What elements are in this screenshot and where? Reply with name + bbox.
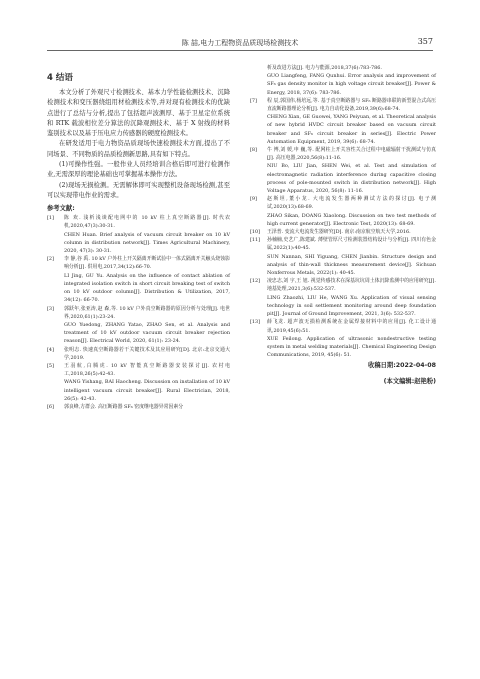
reference-item (47, 346, 230, 362)
reference-number: [3] (47, 305, 54, 312)
reference-number: [11] (250, 237, 261, 244)
reference-number: [1] (47, 215, 54, 222)
reference-item (250, 97, 436, 146)
reference-en: SUN Nannan, SHI Yiguang, CHEN Jianbin. Structure design and analysis of thin-wall thickness measurement device[J]. Sichuan Nonferrous Metals, 2022(1): 40-45. (267, 253, 436, 277)
paragraph: 在研发适用于电力物资品质现场快速检测技术方面,提出了不同场景、不同物质的品质检测新思路,具有如下特点。 (47, 140, 230, 158)
received-date: 收稿日期:2022-04-08 (368, 362, 436, 370)
reference-cn: 张明志. 快速真空断路器若干关键技术及其应用研究[D]. 北京:北京交通大学,2019. (64, 346, 230, 361)
reference-cn: 郭良峰,方群会. 高压断路器 SF₆ 密度继电器异常因素分 (64, 403, 184, 410)
reference-number: [10] (250, 229, 261, 236)
reference-number: [13] (250, 319, 261, 326)
paragraph: (2)现场无损检测。无需解体即可实现整机设备现场检测,甚至可以实现带电作业的需求。 (47, 181, 230, 199)
reference-en: GUO Liangfeng, FANG Qunhui. Error analysis and improvement of SF₆ gas density monitor in high voltage circuit breaker[J]. Power & Energy, 2018, 37(6): 783-786. (267, 73, 436, 96)
reference-item (47, 362, 230, 403)
reference-en: XUE Feilong. Application of ultrasonic nondestructive testing system in metal welding materials[J]. Chemical Engineering Design Communications, 2019, 45(6): 51. (267, 335, 436, 359)
reference-item (47, 255, 230, 304)
reference-item (250, 318, 436, 359)
running-title: 陈 喆,电力工程物资品质现场检测技术 (181, 39, 299, 47)
reference-en: NIU Bo, LIU Jian, SHEN Wei, et al. Test and simulation of electromagnetic radiation interference during capacitive closing process of pole-mounted switch in distribution network[J]. High Voltage Apparatus, 2020, 56(8): 11-16. (267, 163, 436, 195)
reference-en: CHENG Xian, GE Guowei, YANG Peiyuan, et al. Theoretical analysis of new hybrid HVDC circuit breaker based on vacuum circuit breaker and SF₆ circuit breaker in series[J]. Electric Power Automation Equipment, 2019, 39(6): 68-74. (267, 114, 436, 145)
reference-number: [5] (47, 362, 54, 369)
page-number: 357 (417, 37, 433, 46)
reference-cn: 李 静,谷 禹. 10 kV 户外柱上开关隔离开断试验中一体式隔离开关触头烧蚀影响分析[J]. 供用电,2017,34(12):66-70. (64, 256, 230, 271)
reference-cn: 王泽普. 变流大电流发生器研究[D]. 南京:南京航空航天大学,2016. (267, 229, 411, 236)
references-heading: 参考文献: (47, 205, 75, 213)
reference-en: LI Jing, GU Yu. Analysis on the influence of contact ablation of integrated isolation switch in short circuit breaking test of switch on 10 kV outdoor column[J]. Distribution & Utilization, 2017, 34(12): 66-70. (64, 272, 230, 304)
reference-item (250, 236, 436, 277)
right-column (250, 64, 436, 391)
reference-item (250, 228, 436, 236)
reference-number: [6] (47, 403, 54, 410)
reference-cn: 程 辰,郭国伟,杨培远,等. 基于真空断路器与 SF₆ 断路器串联的新型混合式高压直流断路器理论分析[J]. 电力自动化设备,2019,39(6):68-74. (267, 97, 436, 113)
reference-item (47, 403, 230, 411)
reference-cn: 凌忠志,刘 宇,王 旭. 视觉传感技术在深基坑坑周土体沉降监测中的应用研究[J]. 地基处理,2021,3(6):532-537. (267, 278, 436, 293)
reference-item (47, 305, 230, 346)
running-header (47, 38, 433, 51)
reference-number: [7] (250, 97, 257, 104)
reference-cn: 薛飞龙. 超声波无损检测系统在金属焊接材料中的应用[J]. 化工设计通讯,2019,45(6):51. (267, 319, 436, 334)
reference-en: ZHAO Sikan, DOANG Xiaolong. Discussion on two test methods of high current generator[J]. Electronic Test, 2020(13): 68-69. (267, 212, 436, 227)
reference-cn: 孙楠楠,史艺广,陈建斌. 薄壁管厚尺寸检测装置结构设计与分析[J]. 四川有色金属,2022(1):40-45. (267, 237, 436, 252)
reference-cn: 郭跃年,张亚涛,赵 森,等. 10 kV 户外真空断路器的原因分析与处理[J]. 电世界,2020,61(1):23-24. (64, 305, 230, 320)
reference-cn: 王羽航,白腾虎. 10 kV 智能真空断路器安装探讨[J]. 农村电工,2018,26(5):42-43. (64, 362, 230, 378)
reference-en: WANG Yishang, BAI Haocheng. Discussion on installation of 10 kV intelligent vacuum circuit breaker[J]. Rural Electrician, 2018, 26(5): 42-43. (64, 379, 230, 402)
editor-note: (本文编辑:赵艳粉) (383, 377, 436, 385)
reference-en: GUO Yuedong, ZHANG Yatao, ZHAO Sen, et al. Analysis and treatment of 10 kV outdoor vacuum circuit breaker rejection reason[J]. Electrical World, 2020, 61(1): 23-24. (64, 321, 230, 345)
paragraph: 本文分析了外观尺寸检测技术、基本力学性能检测技术、沉降检测技术和变压器绕组用材检测技术等,并对现有检测技术的优缺点进行了总结与分析,提出了包括超声波测厚、基于卫星定位系统和 RTK 载波相位差分算法的沉降观测技术、基于 X 射线的材料鉴别技术以及基于压电应力传感器的硬度检测技术。 (47, 89, 230, 138)
reference-item (250, 146, 436, 195)
section-title: 4 结语 (47, 73, 73, 83)
reference-continuation (250, 64, 436, 97)
reference-cn: 牛 博,刘 媛,申 巍,等. 配网柱上开关容性关合过程中电磁辐射干扰测试与仿真[J]. 高压电器,2020,56(8):11-16. (267, 147, 436, 162)
reference-cn: 陈 欢. 浅析浅谈配电网中的 10 kV 柱上真空断路器[J]. 时代农机,2020,47(3):30-31. (64, 215, 230, 230)
paragraph: (1)可操作性强。一般作业人员经培训合格后即可进行检测作业,无需深厚的理论基础也可掌握基本操作方法。 (47, 161, 230, 179)
reference-number: [2] (47, 256, 54, 263)
reference-cn: 析及改进方法[J]. 电力与能源,2018,37(6):783-786. (267, 65, 382, 71)
reference-en: LING Zhaozhi, LIU He, WANG Xu. Application of visual sensing technology in soil settlement monitoring around deep foundation pit[J]. Journal of Ground Improvement, 2021, 3(6): 532-537. (267, 294, 436, 318)
left-column (47, 71, 230, 411)
reference-number: [8] (250, 147, 257, 154)
reference-item (47, 214, 230, 255)
reference-item (250, 195, 436, 228)
reference-number: [12] (250, 278, 261, 285)
reference-number: [9] (250, 196, 257, 203)
reference-number: [4] (47, 346, 54, 353)
reference-en: CHEN Huan. Brief analysis of vacuum circuit breaker on 10 kV column in distribution network[J]. Times Agricultural Machinery, 2020, 47(3): 30-31. (64, 231, 230, 255)
reference-item (250, 277, 436, 318)
reference-cn: 赵斯坦,董小龙. 大电流发生器两种测试方法的探讨[J]. 电子测试,2020(13):68-69. (267, 196, 436, 211)
